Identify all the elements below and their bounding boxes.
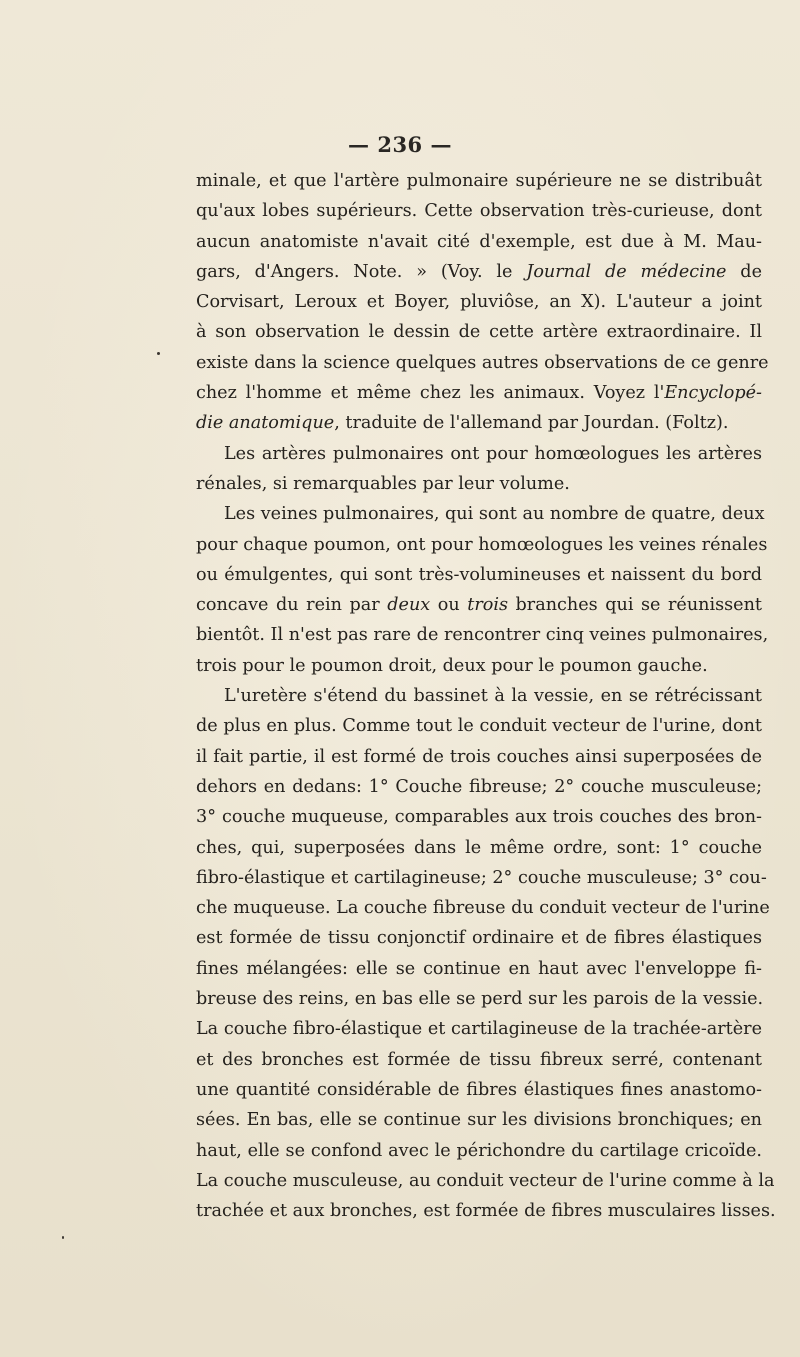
- line-text: ou émulgentes, qui sont très-volumineuses et naissent du bord: [196, 564, 762, 585]
- text-line: [196, 1075, 762, 1105]
- line-text: breuse des reins, en bas elle se perd sur les parois de la vessie.: [196, 989, 764, 1010]
- line-text: haut, elle se confond avec le périchondre du cartilage cricoïde.: [196, 1140, 762, 1161]
- text-line: [196, 560, 762, 590]
- line-text: pour chaque poumon, ont pour homœologues les veines rénales: [196, 534, 768, 555]
- text-line: [196, 620, 769, 650]
- line-text: gars, d'Angers. Note. » (Voy. le: [196, 261, 527, 282]
- text-line: [196, 893, 770, 923]
- line-text: fines mélangées: elle se continue en haut avec l'enveloppe fi-: [196, 958, 762, 979]
- italic-title: trois: [467, 595, 508, 616]
- text-line: [196, 227, 762, 257]
- text-line: [196, 1136, 762, 1166]
- line-text: trois pour le poumon droit, deux pour le poumon gauche.: [196, 655, 708, 676]
- paper-spot: [157, 352, 160, 355]
- text-line: [196, 802, 762, 832]
- text-line: [196, 954, 762, 984]
- text-line: [196, 317, 762, 347]
- line-text: minale, et que l'artère pulmonaire supérieure ne se distribuât: [196, 171, 762, 191]
- text-line: [196, 651, 762, 681]
- line-text: à son observation le dessin de cette artère extraordinaire. Il: [196, 322, 762, 343]
- body-text: [196, 166, 776, 1226]
- line-text: il fait partie, il est formé de trois couches ainsi superposées de: [196, 746, 762, 767]
- line-text: La couche musculeuse, au conduit vecteur de l'urine comme à la: [196, 1170, 775, 1191]
- text-line: [196, 1196, 776, 1226]
- text-line: [196, 863, 767, 893]
- text-line: [196, 984, 762, 1014]
- line-text: concave du rein par: [196, 595, 388, 616]
- text-line: [196, 1045, 762, 1075]
- line-text: et des bronches est formée de tissu fibreux serré, contenant: [196, 1049, 762, 1070]
- italic-title: Journal de médecine: [526, 261, 727, 282]
- line-text: de: [726, 261, 762, 282]
- paper-spot: [62, 1236, 64, 1239]
- italic-title: deux: [387, 595, 431, 616]
- line-text: La couche fibro-élastique et cartilagineuse de la trachée-artère: [196, 1019, 762, 1040]
- line-text: 3° couche muqueuse, comparables aux trois couches des bron-: [196, 807, 762, 828]
- text-line: [196, 742, 762, 772]
- text-line: [196, 1014, 762, 1044]
- line-text: Les artères pulmonaires ont pour homœologues les artères: [224, 443, 762, 464]
- text-line: [196, 833, 762, 863]
- line-text: rénales, si remarquables par leur volume.: [196, 473, 570, 494]
- text-line: [196, 499, 765, 529]
- text-line: [196, 1105, 762, 1135]
- text-line: [196, 590, 762, 620]
- text-line: [196, 772, 762, 802]
- page-number: — 236 —: [348, 132, 452, 157]
- line-text: ches, qui, superposées dans le même ordre, sont: 1° couche: [196, 837, 762, 858]
- line-text: , traduite de l'allemand par Jourdan. (Foltz).: [334, 413, 729, 434]
- line-text: bientôt. Il n'est pas rare de rencontrer cinq veines pulmonaires,: [196, 625, 769, 646]
- text-line: [196, 257, 762, 287]
- text-line: [196, 469, 762, 499]
- line-text: de plus en plus. Comme tout le conduit vecteur de l'urine, dont: [196, 716, 762, 737]
- text-line: [196, 348, 769, 378]
- text-line: [196, 711, 762, 741]
- text-line: [196, 166, 762, 196]
- italic-title: Encyclopé-: [664, 383, 762, 404]
- text-line: [196, 408, 762, 438]
- line-text: est formée de tissu conjonctif ordinaire et de fibres élastiques: [196, 928, 762, 949]
- line-text: Les veines pulmonaires, qui sont au nombre de quatre, deux: [224, 504, 765, 525]
- line-text: sées. En bas, elle se continue sur les divisions bronchiques; en: [196, 1110, 762, 1131]
- text-line: [196, 1166, 775, 1196]
- text-line: [196, 530, 768, 560]
- line-text: trachée et aux bronches, est formée de fibres musculaires lisses.: [196, 1201, 776, 1222]
- line-text: dehors en dedans: 1° Couche fibreuse; 2° couche musculeuse;: [196, 776, 762, 797]
- text-line: [196, 287, 762, 317]
- text-line: [196, 196, 762, 226]
- line-text: Corvisart, Leroux et Boyer, pluviôse, an X). L'auteur a joint: [196, 292, 762, 313]
- line-text: une quantité considérable de fibres élastiques fines anastomo-: [196, 1079, 762, 1100]
- text-line: [196, 681, 762, 711]
- line-text: qu'aux lobes supérieurs. Cette observation très-curieuse, dont: [196, 201, 762, 222]
- text-line: [196, 439, 762, 469]
- line-text: fibro-élastique et cartilagineuse; 2° couche musculeuse; 3° cou-: [196, 867, 767, 888]
- line-text: branches qui se réunissent: [507, 595, 762, 616]
- text-line: [196, 378, 762, 408]
- italic-title: die anatomique: [196, 413, 335, 434]
- line-text: aucun anatomiste n'avait cité d'exemple, est due à M. Mau-: [196, 231, 762, 252]
- line-text: existe dans la science quelques autres observations de ce genre: [196, 352, 769, 373]
- line-text: chez l'homme et même chez les animaux. Voyez l': [196, 383, 665, 404]
- line-text: che muqueuse. La couche fibreuse du conduit vecteur de l'urine: [196, 898, 770, 919]
- line-text: ou: [430, 595, 468, 616]
- line-text: L'uretère s'étend du bassinet à la vessie, en se rétrécissant: [224, 686, 762, 707]
- text-line: [196, 923, 762, 953]
